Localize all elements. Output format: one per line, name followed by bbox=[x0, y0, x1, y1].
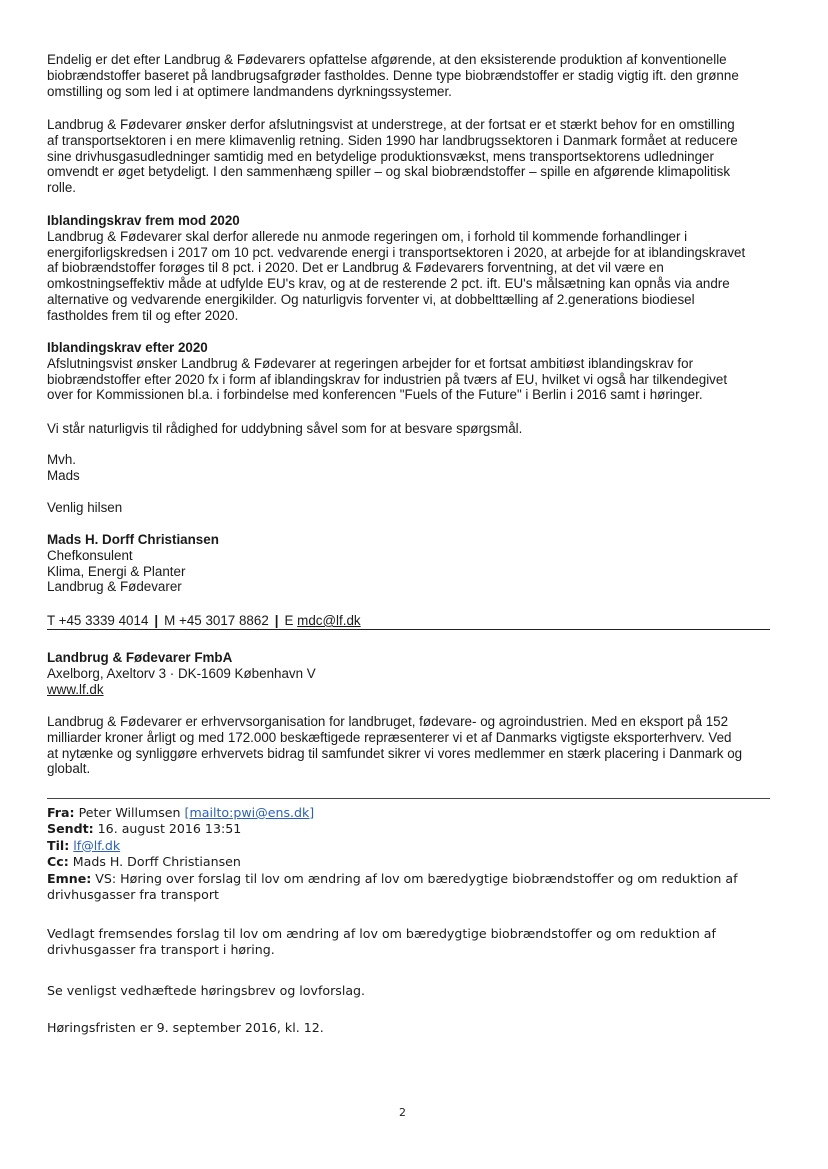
section-heading: Iblandingskrav frem mod 2020 bbox=[47, 213, 240, 228]
to-email-link[interactable]: lf@lf.dk bbox=[73, 837, 121, 853]
signature-name: Mads H. Dorff Christiansen bbox=[47, 532, 219, 547]
text-line: drivhusgasser fra transport i høring. bbox=[47, 942, 275, 958]
text-line: rolle. bbox=[47, 180, 77, 196]
company-about bbox=[47, 714, 777, 777]
email-body-paragraph bbox=[47, 983, 777, 999]
email-divider bbox=[47, 798, 770, 799]
from-mailto-link[interactable]: [mailto:pwi@ens.dk] bbox=[184, 805, 315, 820]
email-body-paragraph bbox=[47, 1020, 777, 1036]
text-line: Endelig er det efter Landbrug & Fødevarers opfattelse afgørende, at den eksisterende produktion af konventionelle bbox=[47, 52, 727, 67]
separator: | bbox=[154, 613, 159, 628]
signature-org: Landbrug & Fødevarer bbox=[47, 579, 182, 595]
mobile-number: M +45 3017 8862 bbox=[164, 613, 269, 628]
phone-number: T +45 3339 4014 bbox=[47, 613, 149, 628]
closing-text: Venlig hilsen bbox=[47, 500, 123, 515]
sent-value: 16. august 2016 13:51 bbox=[97, 821, 242, 837]
text-line: af transportsektoren i en mere klimavenlig retning. Siden 1990 har landbrugssektoren i Danmark formået at reducere bbox=[47, 132, 738, 148]
paragraph-transport-sector bbox=[47, 117, 777, 196]
text-line: energiforligskredsen i 2017 om 10 pct. vedvarende energi i transportsektoren i 2020, at arbejde for at iblandingskravet bbox=[47, 244, 746, 260]
company-block bbox=[47, 650, 777, 697]
email-prefix: E bbox=[284, 613, 298, 628]
text-line: globalt. bbox=[47, 761, 91, 777]
text-line: Se venligst vedhæftede høringsbrev og lovforslag. bbox=[47, 983, 366, 998]
text-line: fastholdes frem til og efter 2020. bbox=[47, 307, 239, 323]
text-line: Vedlagt fremsendes forslag til lov om ændring af lov om bæredygtige biobrændstoffer og om reduktion af bbox=[47, 926, 716, 941]
signature-department: Klima, Energi & Planter bbox=[47, 563, 186, 579]
text-line: alternative og vedvarende energikilder. Og naturligvis forventer vi, at dobbelttælling af 2.generations biodiesel bbox=[47, 291, 695, 307]
text-line: Høringsfristen er 9. september 2016, kl. 12. bbox=[47, 1020, 324, 1035]
section-heading: Iblandingskrav efter 2020 bbox=[47, 340, 208, 355]
cc-value: Mads H. Dorff Christiansen bbox=[72, 854, 241, 870]
separator: | bbox=[274, 613, 279, 628]
text-line: Landbrug & Fødevarer skal derfor allerede nu anmode regeringen om, i forhold til kommende forhandlinger i bbox=[47, 228, 688, 244]
email-body-paragraph bbox=[47, 926, 777, 959]
paragraph-availability bbox=[47, 421, 777, 437]
text-line: over for Kommissionen bl.a. i forbindelse med konferencen "Fuels of the Future" i Berlin i 2016 samt i høringer. bbox=[47, 387, 703, 403]
text-line: omkostningseffektiv måde at udfylde EU's krav, og at de resterende 2 pct. ift. EU's målsætning kan opnås via andre bbox=[47, 276, 730, 292]
contact-line bbox=[47, 613, 777, 629]
to-label: Til: bbox=[47, 837, 70, 853]
text-line: at nytænke og synliggøre erhvervets bidrag til samfundet sikrer vi vores medlemmer en stærk placering i Danmark og bbox=[47, 745, 743, 761]
company-website-link[interactable]: www.lf.dk bbox=[47, 681, 104, 697]
text-line: biobrændstoffer efter 2020 fx i form af iblandingskrav for industrien på tværs af EU, hvilket vi også har tilkendegivet bbox=[47, 371, 728, 387]
email-header bbox=[47, 805, 777, 903]
text-line: omvendt er øget betydeligt. I den sammenhæng spiller – og skal biobrændstoffer – spille en afgørende klimapolitisk bbox=[47, 164, 731, 180]
page-number: 2 bbox=[399, 1106, 406, 1119]
closing-greeting bbox=[47, 500, 777, 516]
closing-block bbox=[47, 452, 777, 484]
from-value: Peter Willumsen bbox=[78, 805, 185, 820]
subject-value-continued: drivhusgasser fra transport bbox=[47, 887, 219, 903]
closing-text: Mads bbox=[47, 467, 80, 483]
text-line: af biobrændstoffer forøges til 8 pct. i 2020. Det er Landbrug & Fødevarers forventning, at det vil være en bbox=[47, 260, 664, 276]
text-line: Vi står naturligvis til rådighed for uddybning såvel som for at besvare spørgsmål. bbox=[47, 421, 523, 436]
text-line: milliarder kroner årligt og med 172.000 beskæftigede repræsenterer vi et af Danmarks vigtigste eksporterhverv. Ved bbox=[47, 729, 732, 745]
cc-label: Cc: bbox=[47, 854, 69, 870]
text-line: biobrændstoffer baseret på landbrugsafgrøder fastholdes. Denne type biobrændstoffer er stadig vigtig ift. den grønne bbox=[47, 67, 739, 83]
signature-block bbox=[47, 532, 777, 595]
text-line: Landbrug & Fødevarer ønsker derfor afslutningsvist at understrege, at der fortsat er et stærkt behov for en omstilling bbox=[47, 117, 735, 132]
section-blending-until-2020 bbox=[47, 213, 777, 324]
signature-email-link[interactable]: mdc@lf.dk bbox=[297, 613, 361, 628]
text-line: Landbrug & Fødevarer er erhvervsorganisation for landbruget, fødevare- og agroindustrien. Med en eksport på 152 bbox=[47, 714, 729, 729]
sent-label: Sendt: bbox=[47, 821, 94, 837]
text-line: sine drivhusgasudledninger samtidig med en betydelige produktionsvækst, mens transportsektorens udledninger bbox=[47, 148, 714, 164]
paragraph-conventional-biofuels bbox=[47, 52, 777, 99]
divider bbox=[47, 629, 770, 630]
company-address: Axelborg, Axeltorv 3 · DK-1609 København V bbox=[47, 665, 316, 681]
signature-title: Chefkonsulent bbox=[47, 547, 133, 563]
subject-value: VS: Høring over forslag til lov om ændring af lov om bæredygtige biobrændstoffer og om reduktion af bbox=[95, 870, 738, 886]
from-label: Fra: bbox=[47, 805, 75, 820]
closing-text: Mvh. bbox=[47, 452, 77, 467]
text-line: Afslutningsvist ønsker Landbrug & Fødevarer at regeringen arbejder for et fortsat ambitiøst iblandingskrav for bbox=[47, 355, 694, 371]
section-blending-after-2020 bbox=[47, 340, 777, 403]
company-name: Landbrug & Fødevarer FmbA bbox=[47, 650, 233, 665]
subject-label: Emne: bbox=[47, 870, 92, 886]
text-line: omstilling og som led i at optimere landmandens dyrkningssystemer. bbox=[47, 83, 452, 99]
